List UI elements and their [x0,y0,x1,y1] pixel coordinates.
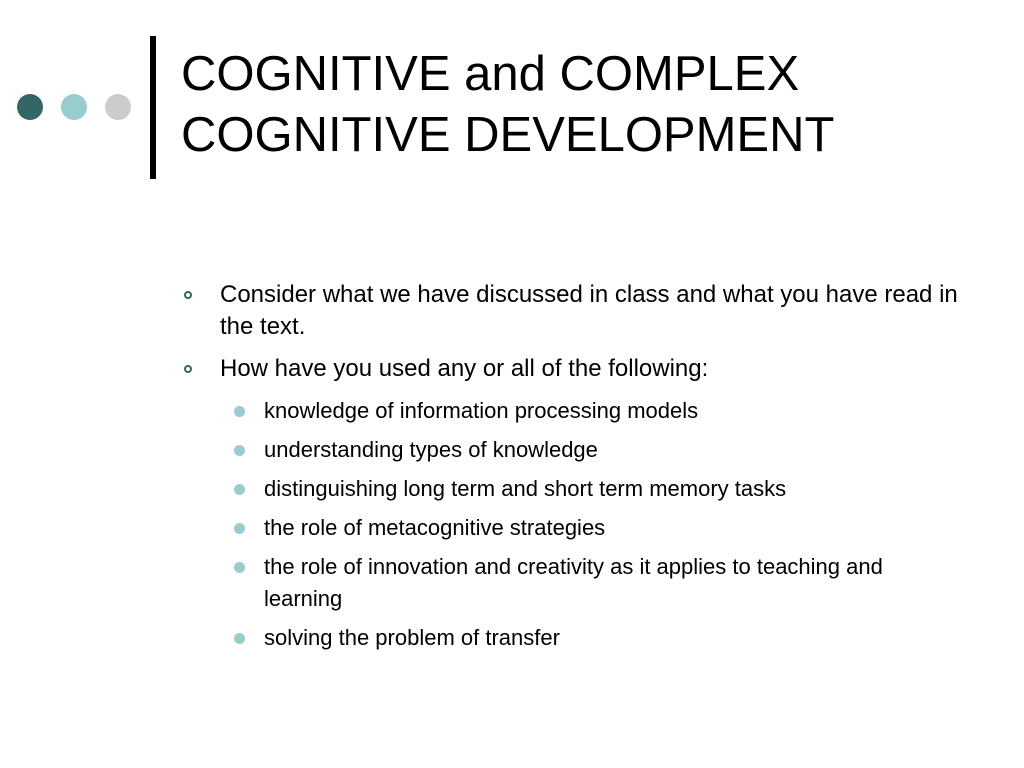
bullet-text: How have you used any or all of the following: [220,355,709,382]
decorative-dots [17,94,131,120]
filled-bullet-icon [234,406,245,417]
title-divider [150,36,156,179]
sub-bullet-item [183,512,963,544]
sub-bullet-item [183,395,963,427]
dot-gray-icon [105,94,131,120]
filled-bullet-icon [234,484,245,495]
sub-bullet-item [183,434,963,466]
sub-bullet-item [183,622,963,654]
dot-light-teal-icon [61,94,87,120]
sub-bullet-text: knowledge of information processing models [264,398,699,423]
slide-title [181,44,1001,166]
hollow-bullet-icon [184,291,192,299]
slide-title-line-2: COGNITIVE DEVELOPMENT [181,108,835,162]
slide-title-line-1: COGNITIVE and COMPLEX [181,47,800,101]
sub-bullet-text: distinguishing long term and short term memory tasks [264,476,787,501]
filled-bullet-icon [234,445,245,456]
hollow-bullet-icon [184,365,192,373]
filled-bullet-icon [234,523,245,534]
bullet-item [183,279,963,343]
dot-dark-teal-icon [17,94,43,120]
bullet-text: Consider what we have discussed in class and what you have read in the text. [220,281,958,340]
sub-bullet-item [183,473,963,505]
bullet-item [183,353,963,385]
sub-bullet-text: solving the problem of transfer [264,625,560,650]
sub-bullet-item [183,551,963,615]
sub-bullet-text: understanding types of knowledge [264,437,598,462]
sub-bullet-text: the role of metacognitive strategies [264,515,606,540]
filled-bullet-icon [234,633,245,644]
filled-bullet-icon [234,562,245,573]
slide-body [183,279,963,661]
sub-bullet-text: the role of innovation and creativity as it applies to teaching and learning [264,554,883,611]
